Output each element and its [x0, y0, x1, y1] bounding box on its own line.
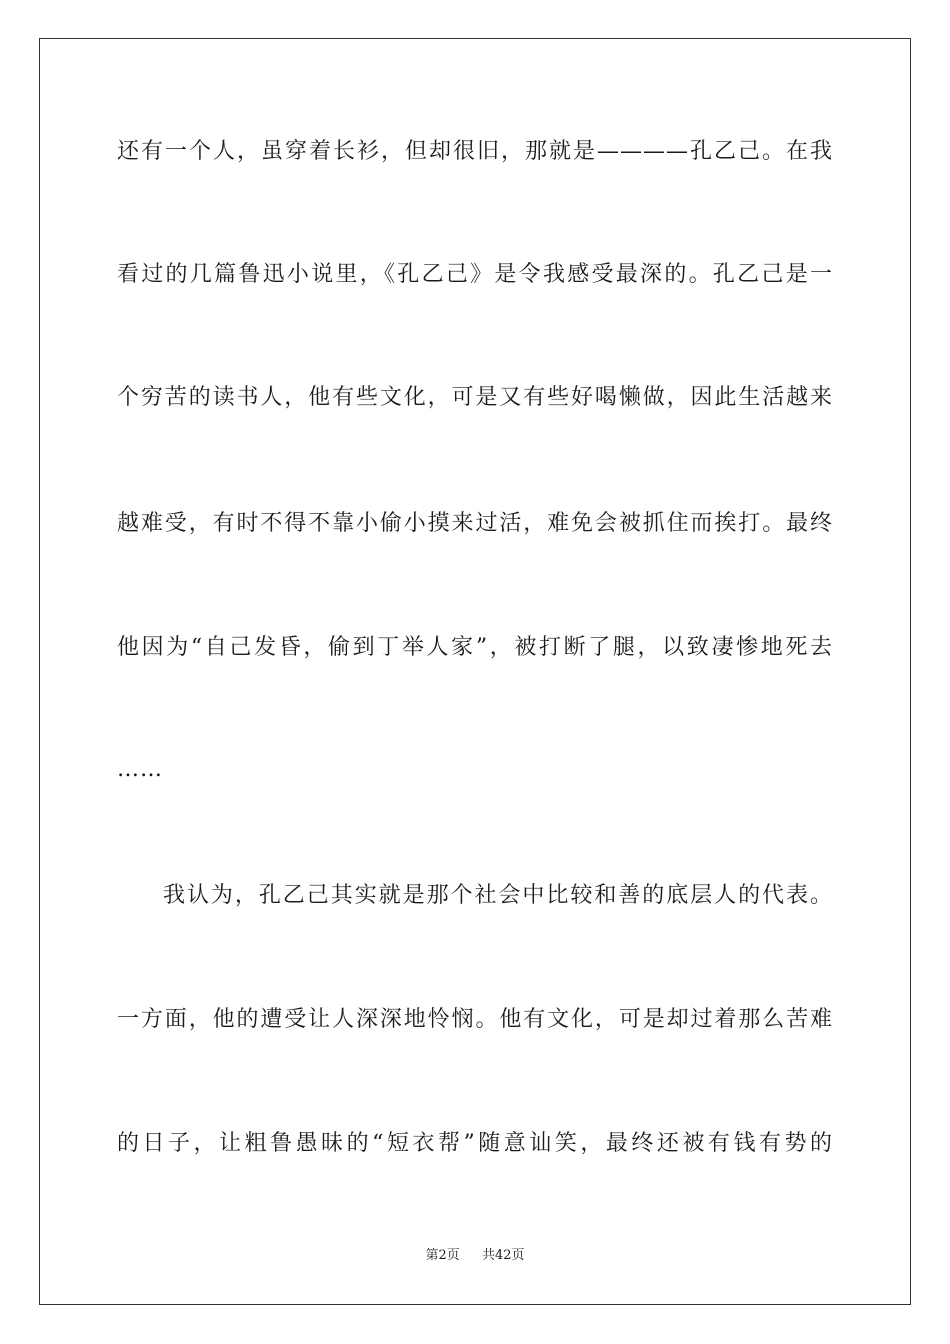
text-line: 看过的几篇鲁迅小说里，《孔乙己》是令我感受最深的。孔乙己是一: [117, 262, 833, 287]
text-line: 他因为“自己发昏，偷到丁举人家”，被打断了腿，以致凄惨地死去: [117, 635, 833, 660]
text-line: 的日子，让粗鲁愚昧的“短衣帮”随意讪笑，最终还被有钱有势的: [117, 1131, 833, 1156]
total-pages: 共42页: [482, 1248, 525, 1263]
text-line: 个穷苦的读书人，他有些文化，可是又有些好喝懒做，因此生活越来: [117, 385, 833, 410]
page-number: 第2页: [425, 1248, 460, 1263]
page-footer: [0, 1246, 950, 1266]
text-line: 一方面，他的遭受让人深深地怜悯。他有文化，可是却过着那么苦难: [117, 1007, 833, 1032]
paragraph-first-line: 我认为，孔乙己其实就是那个社会中比较和善的底层人的代表。: [163, 883, 833, 908]
text-line: 越难受，有时不得不靠小偷小摸来过活，难免会被抓住而挨打。最终: [117, 511, 833, 536]
page-border: [39, 38, 911, 1305]
text-line: ……: [117, 757, 163, 782]
text-line: 还有一个人，虽穿着长衫，但却很旧，那就是————孔乙己。在我: [117, 139, 833, 164]
